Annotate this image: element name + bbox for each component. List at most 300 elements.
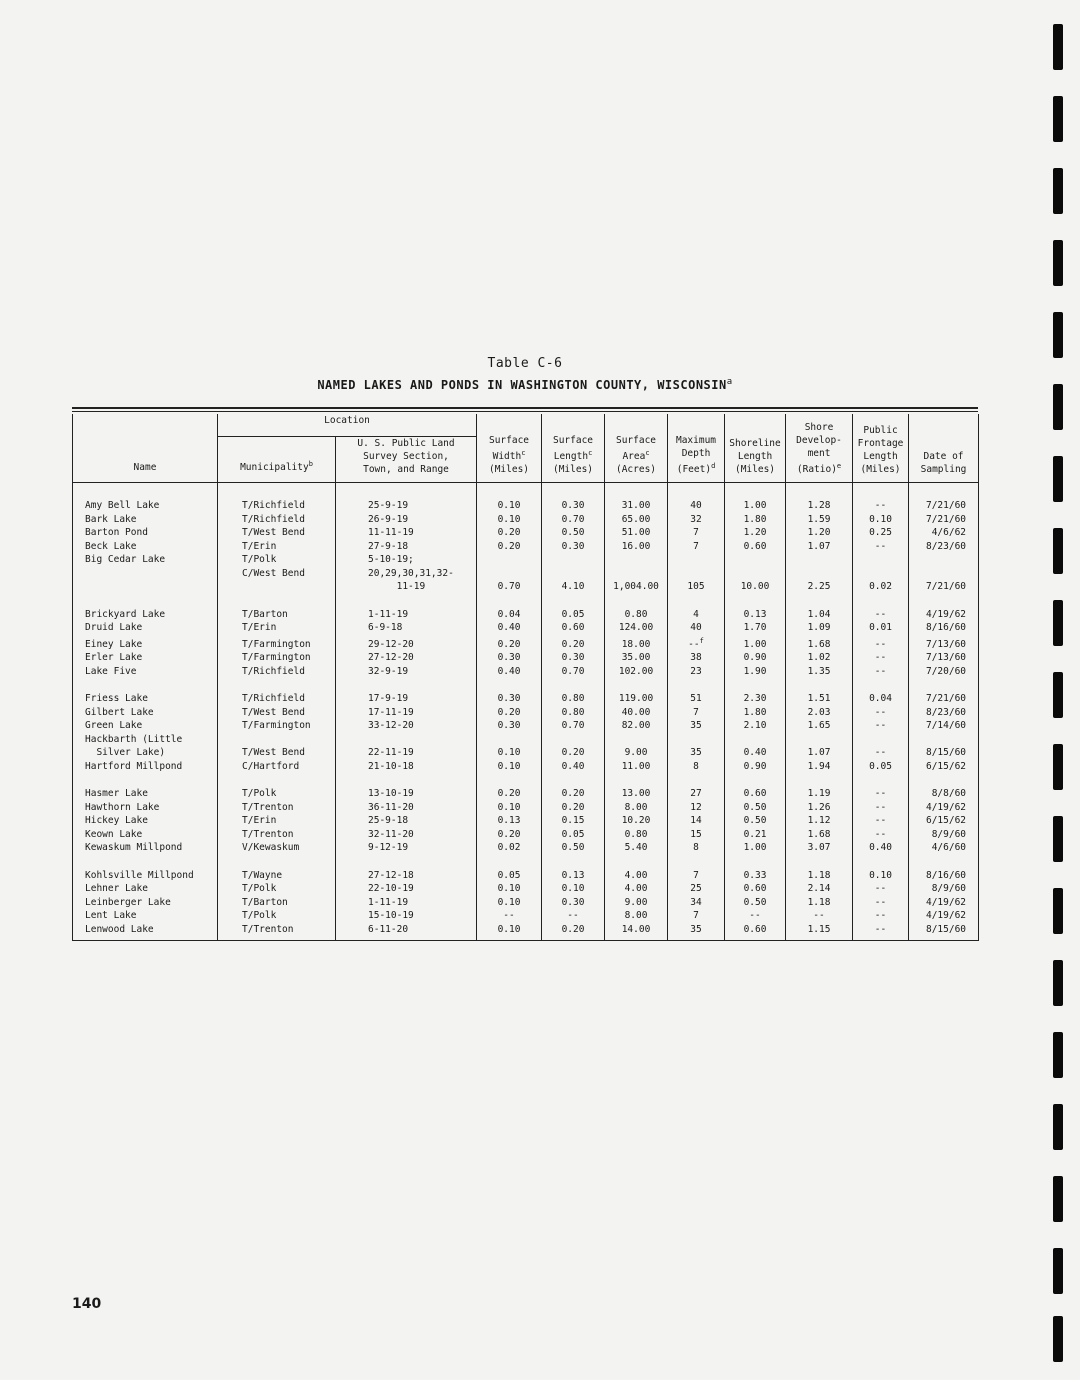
cell-public-frontage: -- (853, 594, 909, 622)
cell-municipality: T/Farmington (218, 719, 336, 733)
cell-maximum-depth (668, 553, 725, 567)
cell-surface-width: 0.20 (477, 635, 542, 652)
cell-public-frontage (853, 553, 909, 567)
cell-name: Gilbert Lake (73, 706, 218, 720)
cell-maximum-depth: 35 (668, 923, 725, 941)
cell-shoreline-length: 0.40 (725, 746, 786, 760)
cell-date-of-sampling: 4/19/62 (909, 909, 979, 923)
cell-municipality: T/Polk (218, 909, 336, 923)
cell-municipality: T/Wayne (218, 855, 336, 883)
table-row (73, 580, 979, 594)
cell-surface-area: 8.00 (605, 909, 668, 923)
cell-date-of-sampling: 8/9/60 (909, 882, 979, 896)
cell-municipality: T/West Bend (218, 746, 336, 760)
cell-surface-length: 0.20 (542, 773, 605, 801)
title-footnote-marker: a (726, 377, 733, 387)
header-surface-width: Surface Width$^c$ (Miles) (477, 414, 542, 483)
cell-surface-width: 0.40 (477, 665, 542, 679)
cell-shore-development: 2.14 (786, 882, 853, 896)
cell-surface-length: 0.70 (542, 665, 605, 679)
cell-shoreline-length: 0.90 (725, 651, 786, 665)
cell-date-of-sampling: 6/15/62 (909, 760, 979, 774)
cell-maximum-depth: 51 (668, 678, 725, 706)
cell-surface-length: 0.20 (542, 635, 605, 652)
cell-survey-section: 29-12-20 (336, 635, 477, 652)
cell-survey-section: 15-10-19 (336, 909, 477, 923)
cell-municipality: T/Barton (218, 896, 336, 910)
binding-mark (1053, 600, 1063, 646)
cell-municipality: T/Polk (218, 553, 336, 567)
cell-surface-length: 0.60 (542, 621, 605, 635)
header-name: Name (73, 414, 218, 483)
cell-maximum-depth: 40 (668, 621, 725, 635)
cell-municipality: V/Kewaskum (218, 841, 336, 855)
cell-surface-width: 0.10 (477, 882, 542, 896)
binding-mark (1053, 384, 1063, 430)
cell-maximum-depth: --$^f$ (668, 635, 725, 652)
cell-surface-length (542, 733, 605, 747)
cell-surface-length: 0.80 (542, 706, 605, 720)
cell-name: Bark Lake (73, 513, 218, 527)
cell-surface-area: 102.00 (605, 665, 668, 679)
cell-survey-section: 32-11-20 (336, 828, 477, 842)
header-municipality: Municipality$^b$ (218, 437, 336, 483)
cell-maximum-depth: 35 (668, 746, 725, 760)
cell-shore-development: 2.03 (786, 706, 853, 720)
binding-mark (1053, 1316, 1063, 1362)
cell-surface-width: 0.30 (477, 678, 542, 706)
cell-shoreline-length: 0.50 (725, 801, 786, 815)
cell-surface-length: -- (542, 909, 605, 923)
cell-shore-development: 1.28 (786, 483, 853, 513)
cell-date-of-sampling (909, 567, 979, 581)
cell-municipality: T/Polk (218, 882, 336, 896)
cell-surface-length: 0.15 (542, 814, 605, 828)
cell-name: Green Lake (73, 719, 218, 733)
cell-maximum-depth: 7 (668, 855, 725, 883)
cell-public-frontage: -- (853, 483, 909, 513)
cell-surface-area: 35.00 (605, 651, 668, 665)
cell-shoreline-length: 0.90 (725, 760, 786, 774)
cell-shoreline-length: 0.60 (725, 773, 786, 801)
binding-mark (1053, 96, 1063, 142)
binding-mark (1053, 960, 1063, 1006)
cell-shoreline-length: 1.20 (725, 526, 786, 540)
cell-surface-length: 0.70 (542, 719, 605, 733)
table-row (73, 719, 979, 733)
table-row (73, 513, 979, 527)
cell-survey-section: 1-11-19 (336, 896, 477, 910)
cell-surface-width: 0.70 (477, 580, 542, 594)
cell-name: Keown Lake (73, 828, 218, 842)
cell-name: Big Cedar Lake (73, 553, 218, 567)
cell-survey-section: 21-10-18 (336, 760, 477, 774)
cell-name: Lenwood Lake (73, 923, 218, 941)
table-row (73, 760, 979, 774)
cell-date-of-sampling: 7/21/60 (909, 580, 979, 594)
cell-surface-area (605, 567, 668, 581)
cell-municipality: T/West Bend (218, 706, 336, 720)
cell-surface-width: 0.10 (477, 923, 542, 941)
binding-mark (1053, 1104, 1063, 1150)
cell-date-of-sampling: 8/16/60 (909, 621, 979, 635)
table-title (0, 356, 1050, 392)
cell-surface-length: 0.10 (542, 882, 605, 896)
cell-survey-section: 25-9-18 (336, 814, 477, 828)
cell-maximum-depth: 27 (668, 773, 725, 801)
cell-surface-width: 0.40 (477, 621, 542, 635)
cell-maximum-depth: 14 (668, 814, 725, 828)
cell-public-frontage: 0.02 (853, 580, 909, 594)
cell-maximum-depth: 105 (668, 580, 725, 594)
cell-maximum-depth: 8 (668, 760, 725, 774)
cell-municipality (218, 733, 336, 747)
cell-public-frontage (853, 733, 909, 747)
cell-surface-width: -- (477, 909, 542, 923)
table-row (73, 801, 979, 815)
table-top-rule (72, 407, 978, 409)
cell-surface-width: 0.02 (477, 841, 542, 855)
table-row (73, 733, 979, 747)
cell-surface-area: 124.00 (605, 621, 668, 635)
cell-shore-development: 1.20 (786, 526, 853, 540)
binding-mark (1053, 672, 1063, 718)
cell-shore-development: 1.18 (786, 855, 853, 883)
cell-surface-length: 0.05 (542, 594, 605, 622)
cell-shoreline-length: 10.00 (725, 580, 786, 594)
cell-surface-length: 0.05 (542, 828, 605, 842)
cell-maximum-depth (668, 733, 725, 747)
cell-survey-section: 22-11-19 (336, 746, 477, 760)
cell-surface-area: 65.00 (605, 513, 668, 527)
cell-surface-width: 0.10 (477, 896, 542, 910)
cell-municipality: T/Richfield (218, 483, 336, 513)
cell-date-of-sampling: 8/9/60 (909, 828, 979, 842)
cell-surface-length: 0.20 (542, 801, 605, 815)
depth-footnote-marker: f (699, 636, 704, 645)
cell-name: Brickyard Lake (73, 594, 218, 622)
cell-shore-development: 1.68 (786, 635, 853, 652)
cell-surface-area: 9.00 (605, 896, 668, 910)
cell-public-frontage: -- (853, 882, 909, 896)
cell-surface-width: 0.10 (477, 483, 542, 513)
cell-maximum-depth: 38 (668, 651, 725, 665)
cell-surface-area: 1,004.00 (605, 580, 668, 594)
page-number: 140 (72, 1296, 102, 1312)
cell-date-of-sampling (909, 733, 979, 747)
binding-mark (1053, 168, 1063, 214)
header-location: Location (218, 414, 477, 437)
cell-shore-development: 1.51 (786, 678, 853, 706)
table-row (73, 594, 979, 622)
cell-surface-width (477, 553, 542, 567)
binding-mark (1053, 1248, 1063, 1294)
table-row (73, 746, 979, 760)
cell-shoreline-length: 1.90 (725, 665, 786, 679)
cell-shoreline-length: 1.80 (725, 706, 786, 720)
cell-surface-width: 0.20 (477, 540, 542, 554)
binding-mark (1053, 312, 1063, 358)
cell-survey-section: 17-9-19 (336, 678, 477, 706)
cell-survey-section: 11-19 (336, 580, 477, 594)
table-row (73, 526, 979, 540)
cell-survey-section: 25-9-19 (336, 483, 477, 513)
cell-surface-width: 0.10 (477, 760, 542, 774)
table-row (73, 651, 979, 665)
cell-name: Hackbarth (Little (73, 733, 218, 747)
table-row (73, 923, 979, 941)
cell-date-of-sampling: 7/21/60 (909, 678, 979, 706)
cell-public-frontage: -- (853, 896, 909, 910)
cell-shore-development: 1.68 (786, 828, 853, 842)
cell-survey-section: 9-12-19 (336, 841, 477, 855)
cell-surface-width: 0.10 (477, 746, 542, 760)
binding-mark (1053, 1176, 1063, 1222)
cell-shore-development: 1.18 (786, 896, 853, 910)
binding-mark (1053, 744, 1063, 790)
cell-name: Beck Lake (73, 540, 218, 554)
cell-municipality: T/Richfield (218, 513, 336, 527)
cell-shore-development: 1.07 (786, 540, 853, 554)
cell-surface-width: 0.05 (477, 855, 542, 883)
binding-mark (1053, 528, 1063, 574)
cell-date-of-sampling: 7/13/60 (909, 651, 979, 665)
cell-surface-area: 51.00 (605, 526, 668, 540)
cell-shoreline-length: 1.80 (725, 513, 786, 527)
cell-surface-area: 5.40 (605, 841, 668, 855)
cell-date-of-sampling: 4/19/62 (909, 801, 979, 815)
cell-municipality: T/Polk (218, 773, 336, 801)
header-surface-area: Surface Area$^c$ (Acres) (605, 414, 668, 483)
cell-maximum-depth: 12 (668, 801, 725, 815)
cell-surface-width: 0.20 (477, 706, 542, 720)
cell-shoreline-length: 1.00 (725, 635, 786, 652)
cell-surface-width: 0.20 (477, 828, 542, 842)
header-surface-length: Surface Length$^c$ (Miles) (542, 414, 605, 483)
cell-date-of-sampling: 7/21/60 (909, 513, 979, 527)
cell-date-of-sampling: 8/23/60 (909, 706, 979, 720)
cell-municipality: C/Hartford (218, 760, 336, 774)
lakes-table (72, 414, 979, 941)
cell-survey-section: 26-9-19 (336, 513, 477, 527)
cell-surface-area: 13.00 (605, 773, 668, 801)
binding-mark (1053, 1032, 1063, 1078)
table-row (73, 828, 979, 842)
cell-maximum-depth: 32 (668, 513, 725, 527)
cell-survey-section: 33-12-20 (336, 719, 477, 733)
cell-public-frontage: 0.01 (853, 621, 909, 635)
cell-public-frontage: 0.10 (853, 855, 909, 883)
cell-name: Hawthorn Lake (73, 801, 218, 815)
cell-maximum-depth: 4 (668, 594, 725, 622)
cell-shore-development: 1.19 (786, 773, 853, 801)
cell-shoreline-length: 0.60 (725, 923, 786, 941)
cell-survey-section: 20,29,30,31,32- (336, 567, 477, 581)
table-row (73, 635, 979, 652)
table-row (73, 540, 979, 554)
cell-surface-length: 0.50 (542, 526, 605, 540)
cell-surface-area: 11.00 (605, 760, 668, 774)
cell-name: Hickey Lake (73, 814, 218, 828)
cell-date-of-sampling: 6/15/62 (909, 814, 979, 828)
cell-date-of-sampling: 4/19/62 (909, 896, 979, 910)
binding-mark (1053, 24, 1063, 70)
cell-municipality: T/West Bend (218, 526, 336, 540)
table-number: Table C-6 (487, 356, 563, 371)
cell-name: Hartford Millpond (73, 760, 218, 774)
cell-maximum-depth: 34 (668, 896, 725, 910)
table-row (73, 855, 979, 883)
cell-date-of-sampling: 7/13/60 (909, 635, 979, 652)
cell-public-frontage: -- (853, 706, 909, 720)
cell-surface-length: 0.50 (542, 841, 605, 855)
cell-surface-area: 0.80 (605, 594, 668, 622)
cell-surface-area: 10.20 (605, 814, 668, 828)
cell-surface-area: 82.00 (605, 719, 668, 733)
cell-shoreline-length: 0.21 (725, 828, 786, 842)
cell-name: Lent Lake (73, 909, 218, 923)
cell-surface-width: 0.10 (477, 801, 542, 815)
cell-shore-development: 1.02 (786, 651, 853, 665)
cell-shore-development: 1.65 (786, 719, 853, 733)
cell-shore-development: 1.35 (786, 665, 853, 679)
table-row (73, 773, 979, 801)
cell-date-of-sampling: 8/23/60 (909, 540, 979, 554)
cell-municipality: T/Erin (218, 621, 336, 635)
cell-public-frontage: -- (853, 801, 909, 815)
cell-shore-development: 1.04 (786, 594, 853, 622)
cell-surface-length: 0.30 (542, 483, 605, 513)
cell-surface-width (477, 567, 542, 581)
cell-public-frontage: -- (853, 773, 909, 801)
cell-public-frontage: -- (853, 923, 909, 941)
cell-date-of-sampling: 8/8/60 (909, 773, 979, 801)
cell-municipality: T/Richfield (218, 678, 336, 706)
cell-shoreline-length: 0.60 (725, 882, 786, 896)
cell-municipality: T/Erin (218, 540, 336, 554)
cell-surface-width: 0.30 (477, 651, 542, 665)
cell-name: Kewaskum Millpond (73, 841, 218, 855)
binding-marks (1053, 0, 1073, 1380)
cell-survey-section: 6-11-20 (336, 923, 477, 941)
cell-shoreline-length: 1.00 (725, 841, 786, 855)
cell-surface-area: 16.00 (605, 540, 668, 554)
cell-survey-section: 22-10-19 (336, 882, 477, 896)
cell-survey-section: 17-11-19 (336, 706, 477, 720)
cell-surface-area: 31.00 (605, 483, 668, 513)
cell-surface-area: 8.00 (605, 801, 668, 815)
cell-date-of-sampling: 7/14/60 (909, 719, 979, 733)
cell-public-frontage: -- (853, 635, 909, 652)
cell-maximum-depth: 7 (668, 526, 725, 540)
header-survey-section: U. S. Public Land Survey Section, Town, and Range (336, 437, 477, 483)
cell-municipality: T/Barton (218, 594, 336, 622)
cell-surface-length (542, 553, 605, 567)
cell-municipality: T/Trenton (218, 801, 336, 815)
table-row (73, 909, 979, 923)
table-row (73, 553, 979, 567)
cell-date-of-sampling: 4/6/62 (909, 526, 979, 540)
cell-maximum-depth: 25 (668, 882, 725, 896)
cell-name: Lehner Lake (73, 882, 218, 896)
cell-public-frontage: -- (853, 909, 909, 923)
table-row (73, 483, 979, 513)
cell-date-of-sampling: 4/6/60 (909, 841, 979, 855)
cell-shoreline-length: 2.30 (725, 678, 786, 706)
cell-shore-development: 1.15 (786, 923, 853, 941)
cell-maximum-depth: 40 (668, 483, 725, 513)
cell-public-frontage: -- (853, 746, 909, 760)
cell-date-of-sampling: 8/16/60 (909, 855, 979, 883)
header-date-of-sampling: Date of Sampling (909, 414, 979, 483)
cell-surface-width: 0.04 (477, 594, 542, 622)
cell-municipality: T/Farmington (218, 635, 336, 652)
cell-surface-width: 0.20 (477, 773, 542, 801)
cell-surface-width (477, 733, 542, 747)
cell-municipality: T/Trenton (218, 923, 336, 941)
cell-shore-development (786, 733, 853, 747)
cell-survey-section: 13-10-19 (336, 773, 477, 801)
cell-name: Erler Lake (73, 651, 218, 665)
cell-name: Leinberger Lake (73, 896, 218, 910)
cell-name: Silver Lake) (73, 746, 218, 760)
cell-survey-section: 6-9-18 (336, 621, 477, 635)
cell-shoreline-length (725, 567, 786, 581)
table-caption: NAMED LAKES AND PONDS IN WASHINGTON COUNTY, WISCONSIN$^a$ (317, 377, 733, 392)
cell-surface-area: 119.00 (605, 678, 668, 706)
cell-survey-section: 5-10-19; (336, 553, 477, 567)
cell-shoreline-length: 0.33 (725, 855, 786, 883)
cell-surface-width: 0.13 (477, 814, 542, 828)
binding-mark (1053, 816, 1063, 862)
cell-surface-area (605, 553, 668, 567)
cell-shore-development: 1.09 (786, 621, 853, 635)
cell-municipality: T/Trenton (218, 828, 336, 842)
cell-shore-development: 1.26 (786, 801, 853, 815)
header-maximum-depth: Maximum Depth (Feet)$^d$ (668, 414, 725, 483)
cell-surface-length: 0.80 (542, 678, 605, 706)
cell-maximum-depth: 23 (668, 665, 725, 679)
cell-municipality: T/Erin (218, 814, 336, 828)
cell-public-frontage: -- (853, 719, 909, 733)
cell-surface-width: 0.20 (477, 526, 542, 540)
cell-shoreline-length (725, 553, 786, 567)
cell-public-frontage: -- (853, 540, 909, 554)
cell-survey-section: 1-11-19 (336, 594, 477, 622)
cell-public-frontage: 0.10 (853, 513, 909, 527)
cell-survey-section (336, 733, 477, 747)
cell-surface-area: 9.00 (605, 746, 668, 760)
binding-mark (1053, 456, 1063, 502)
cell-surface-area: 0.80 (605, 828, 668, 842)
table-row (73, 841, 979, 855)
cell-surface-length: 0.13 (542, 855, 605, 883)
cell-maximum-depth: 8 (668, 841, 725, 855)
cell-public-frontage: 0.25 (853, 526, 909, 540)
cell-survey-section: 27-9-18 (336, 540, 477, 554)
cell-public-frontage: -- (853, 814, 909, 828)
table-row (73, 706, 979, 720)
cell-shoreline-length: 2.10 (725, 719, 786, 733)
cell-name: Hasmer Lake (73, 773, 218, 801)
cell-surface-width: 0.30 (477, 719, 542, 733)
table-row (73, 665, 979, 679)
cell-surface-area: 14.00 (605, 923, 668, 941)
cell-shore-development (786, 553, 853, 567)
cell-shoreline-length (725, 733, 786, 747)
cell-maximum-depth: 7 (668, 909, 725, 923)
cell-municipality: T/Farmington (218, 651, 336, 665)
